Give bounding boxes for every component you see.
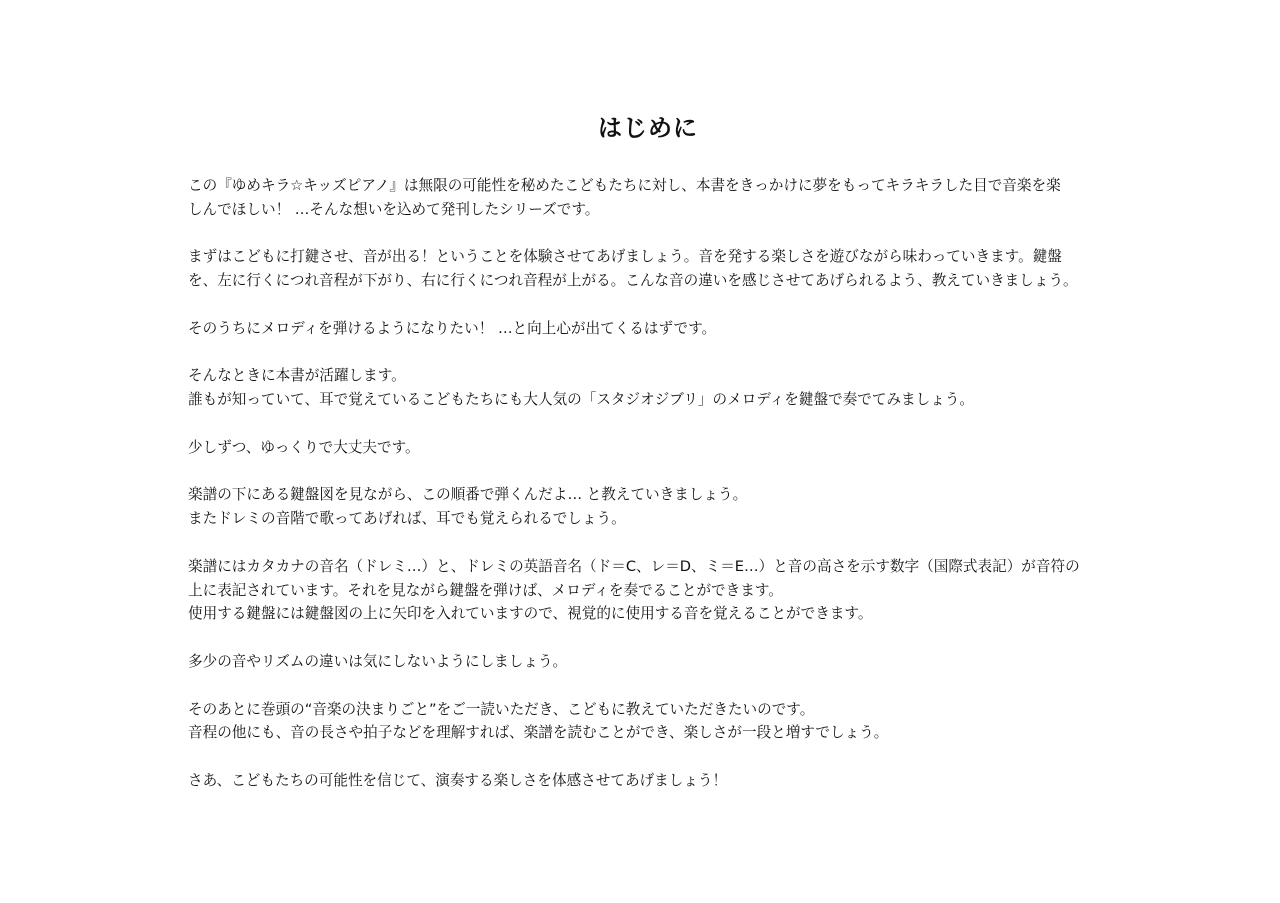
paragraph (188, 317, 1108, 341)
paragraph (188, 650, 1108, 674)
paragraph-line: 誰もが知っていて、耳で覚えているこどもたちにも大人気の「スタジオジブリ」のメロディを鍵盤で奏でてみましょう。 (188, 391, 975, 409)
paragraph (188, 436, 1108, 460)
paragraph (188, 364, 1108, 412)
paragraph-line: さあ、こどもたちの可能性を信じて、演奏する楽しさを体感させてあげましょう！ (188, 771, 728, 789)
paragraph (188, 769, 1108, 793)
paragraph-line: またドレミの音階で歌ってあげれば、耳でも覚えられるでしょう。 (188, 510, 626, 528)
paragraph-line: 少しずつ、ゆっくりで大丈夫です。 (188, 438, 420, 456)
page-title: はじめに (598, 114, 698, 142)
document-page (188, 110, 1108, 817)
paragraph-line: 楽譜の下にある鍵盤図を見ながら、この順番で弾くんだよ… と教えていきましょう。 (188, 486, 748, 504)
paragraph-line: を、左に行くにつれ音程が下がり、右に行くにつれ音程が上がる。こんな音の違いを感じさせてあげられるよう、教えていきましょう。 (188, 272, 1078, 290)
paragraph-line: そのうちにメロディを弾けるようになりたい！ …と向上心が出てくるはずです。 (188, 319, 717, 337)
paragraph (188, 698, 1108, 746)
paragraph (188, 174, 1108, 222)
paragraph (188, 555, 1108, 626)
paragraph-line: そのあとに巻頭の“音楽の決まりごと”をご一読いただき、こどもに教えていただきたいのです。 (188, 700, 815, 718)
paragraph-line: まずはこどもに打鍵させ、音が出る！ということを体験させてあげましょう。音を発する楽しさを遊びながら味わっていきます。鍵盤 (188, 248, 1062, 266)
paragraph (188, 245, 1108, 293)
paragraph-line: そんなときに本書が活躍します。 (188, 367, 406, 385)
paragraph (188, 483, 1108, 531)
paragraph-line: 音程の他にも、音の長さや拍子などを理解すれば、楽譜を読むことができ、楽しさが一段と増すでしょう。 (188, 724, 889, 742)
paragraph-line: 楽譜にはカタカナの音名（ドレミ…）と、ドレミの英語音名（ド＝C、レ＝D、ミ＝E…）と音の高さを示す数字（国際式表記）が音符の (188, 557, 1080, 575)
paragraph-line: しんでほしい！ …そんな想いを込めて発刊したシリーズです。 (188, 200, 600, 218)
paragraph-line: この『ゆめキラ☆キッズピアノ』は無限の可能性を秘めたこどもたちに対し、本書をきっかけに夢をもってキラキラした目で音楽を楽 (188, 177, 1061, 194)
paragraph-line: 使用する鍵盤には鍵盤図の上に矢印を入れていますので、視覚的に使用する音を覚えることができます。 (188, 605, 873, 623)
paragraph-line: 多少の音やリズムの違いは気にしないようにしましょう。 (188, 652, 568, 670)
body-text (188, 174, 1108, 793)
paragraph-line: 上に表記されています。それを見ながら鍵盤を弾けば、メロディを奏でることができます。 (188, 581, 783, 599)
